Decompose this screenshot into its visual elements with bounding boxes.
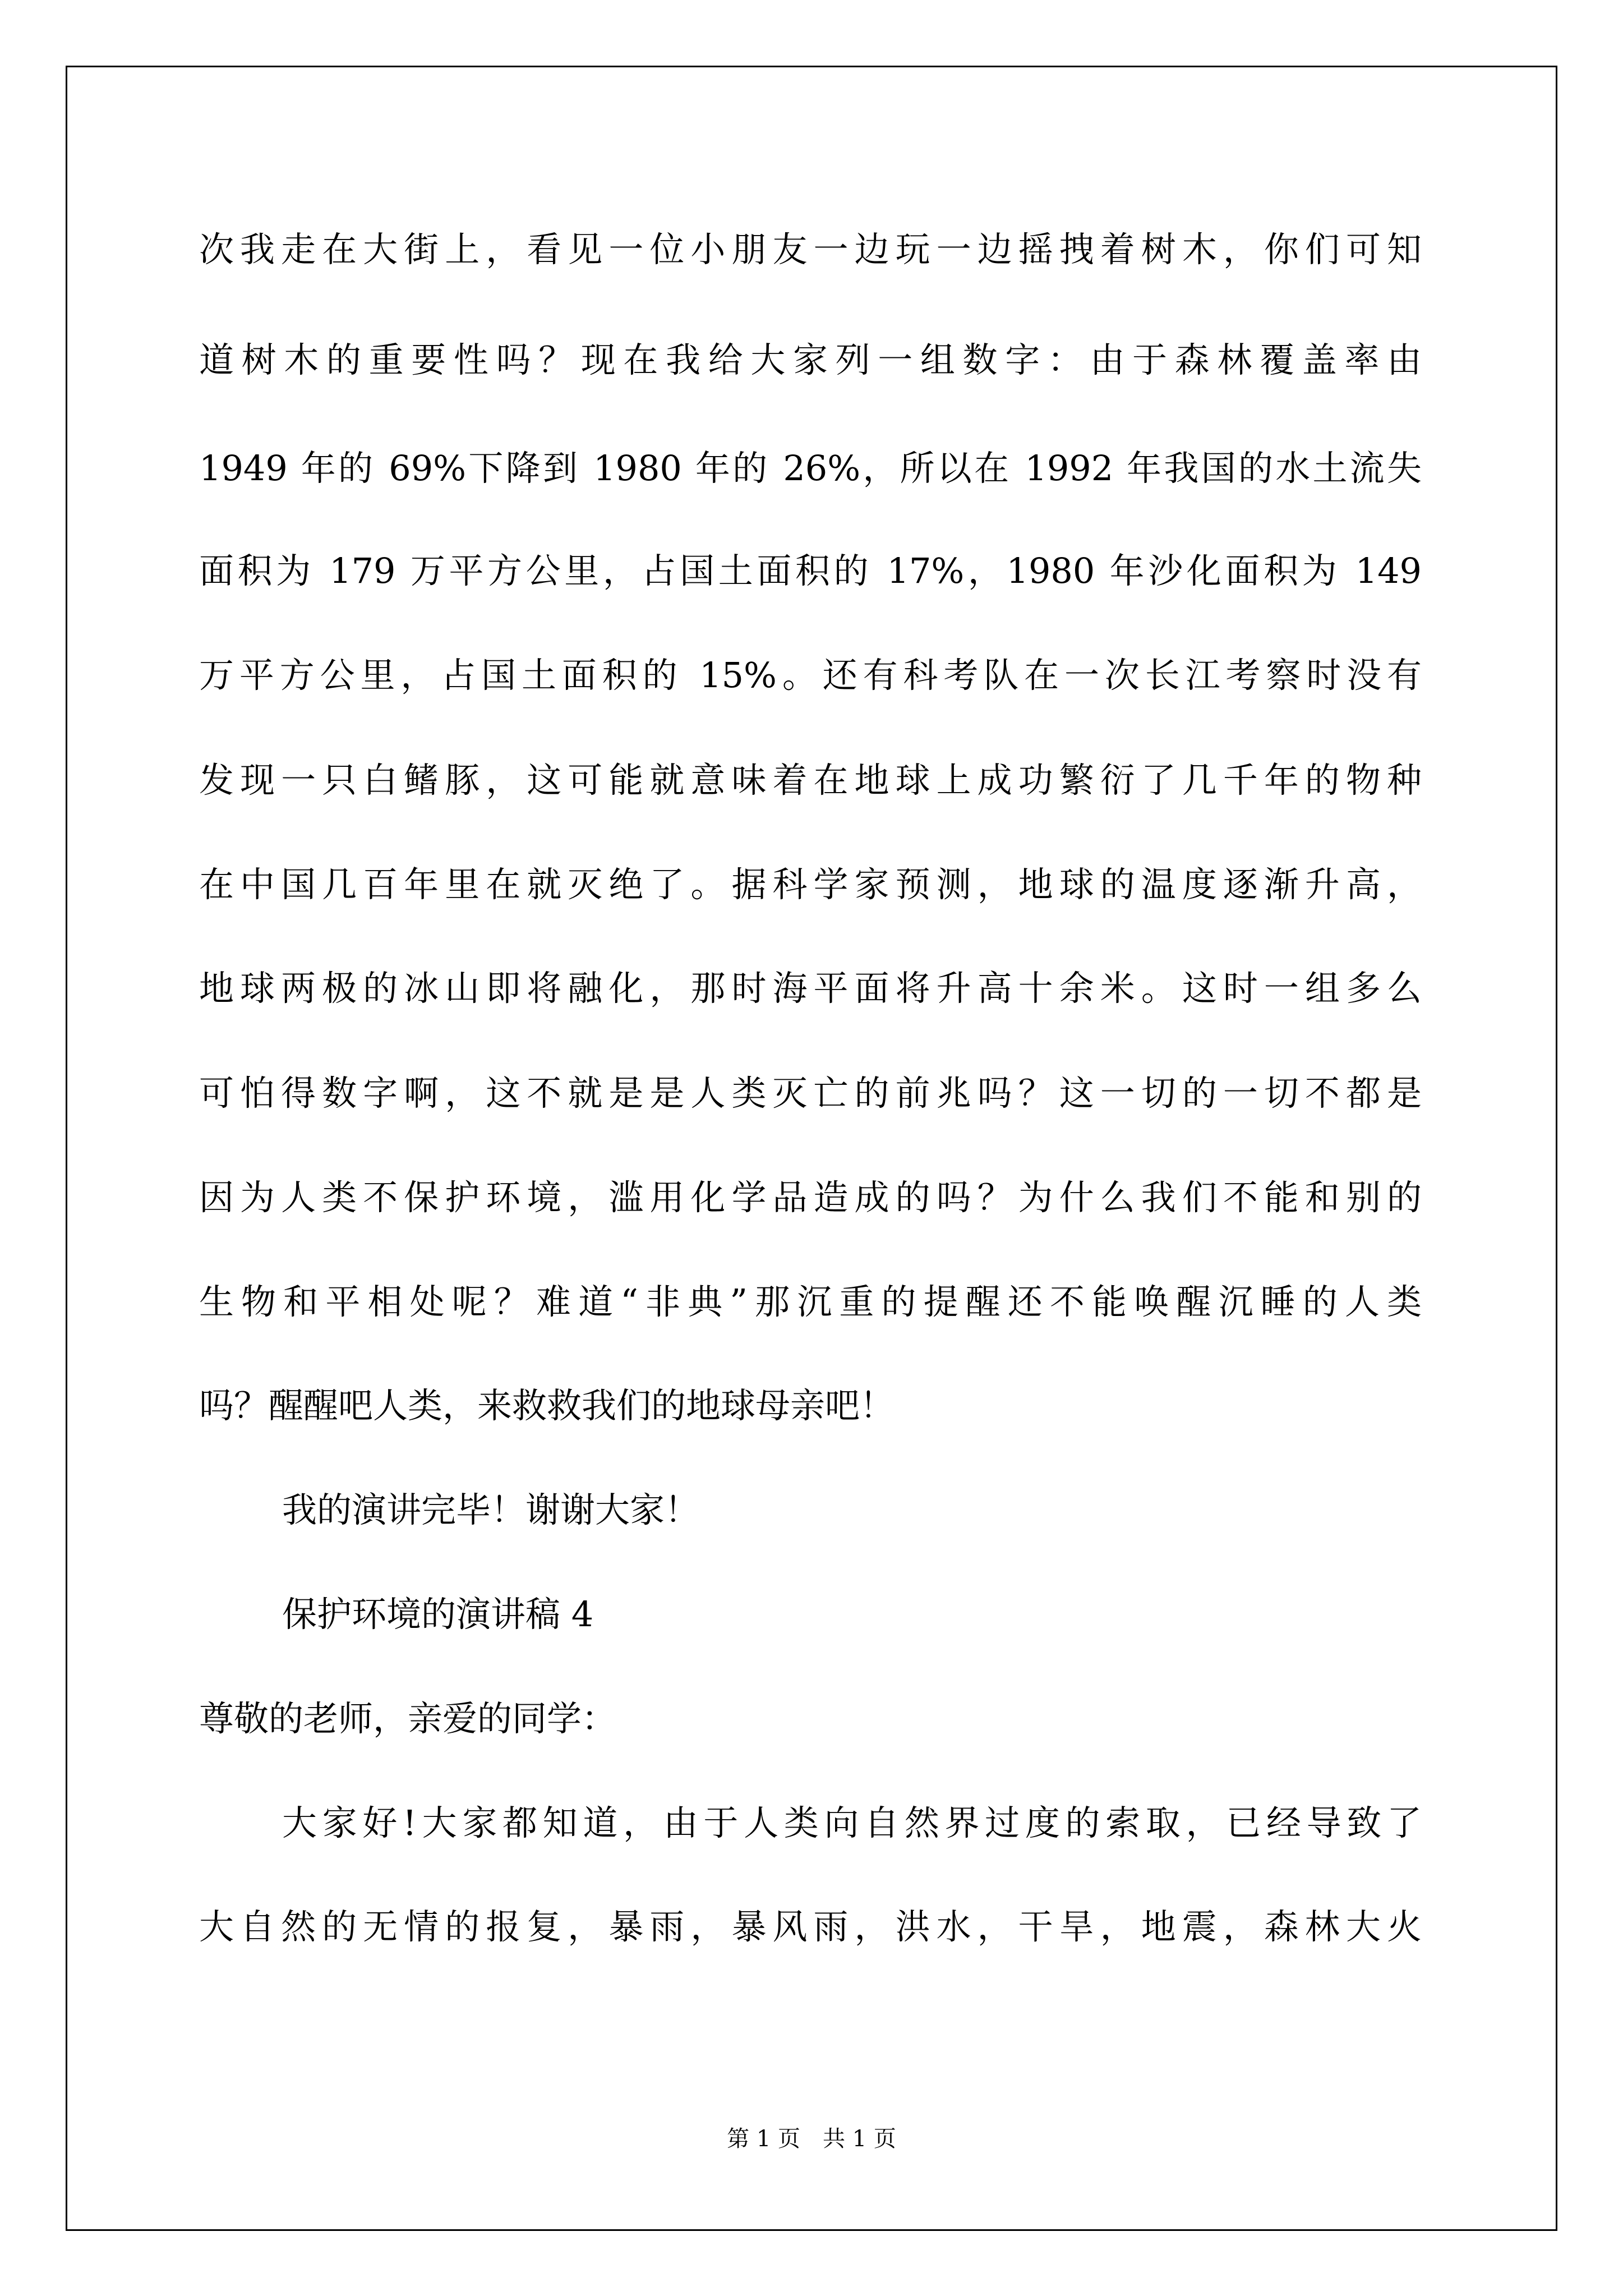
text-line: 因为人类不保护环境，滥用化学品造成的吗？为什么我们不能和别的	[199, 1177, 1422, 1218]
text-line: 大自然的无情的报复，暴雨，暴风雨，洪水，干旱，地震，森林大火	[199, 1906, 1422, 1947]
section-title: 保护环境的演讲稿 4	[282, 1594, 594, 1635]
page-number-footer: 第 1 页 共 1 页	[727, 2126, 896, 2152]
text-line: 面积为 179 万平方公里，占国土面积的 17%，1980 年沙化面积为 149	[199, 550, 1422, 591]
text-line: 可怕得数字啊，这不就是是人类灭亡的前兆吗？这一切的一切不都是	[199, 1073, 1422, 1114]
text-line: 大家好!大家都知道，由于人类向自然界过度的索取，已经导致了	[282, 1802, 1422, 1843]
text-line: 次我走在大街上，看见一位小朋友一边玩一边摇拽着树木，你们可知	[199, 229, 1422, 270]
text-line: 生物和平相处呢？难道“非典”那沉重的提醒还不能唤醒沉睡的人类	[199, 1281, 1422, 1322]
text-line: 道树木的重要性吗？现在我给大家列一组数字：由于森林覆盖率由	[199, 339, 1422, 380]
text-line: 万平方公里，占国土面积的 15%。还有科考队在一次长江考察时没有	[199, 655, 1422, 696]
text-line: 发现一只白鳍豚，这可能就意味着在地球上成功繁衍了几千年的物种	[199, 760, 1422, 800]
salutation: 尊敬的老师，亲爱的同学：	[199, 1698, 617, 1739]
text-line: 地球两极的冰山即将融化，那时海平面将升高十余米。这时一组多么	[199, 968, 1422, 1009]
text-line: 吗？醒醒吧人类，来救救我们的地球母亲吧！	[199, 1385, 895, 1426]
closing-line: 我的演讲完毕！谢谢大家！	[282, 1489, 700, 1530]
text-line: 1949 年的 69%下降到 1980 年的 26%，所以在 1992 年我国的水土流失	[199, 448, 1422, 489]
text-line: 在中国几百年里在就灭绝了。据科学家预测，地球的温度逐渐升高，	[199, 864, 1422, 905]
